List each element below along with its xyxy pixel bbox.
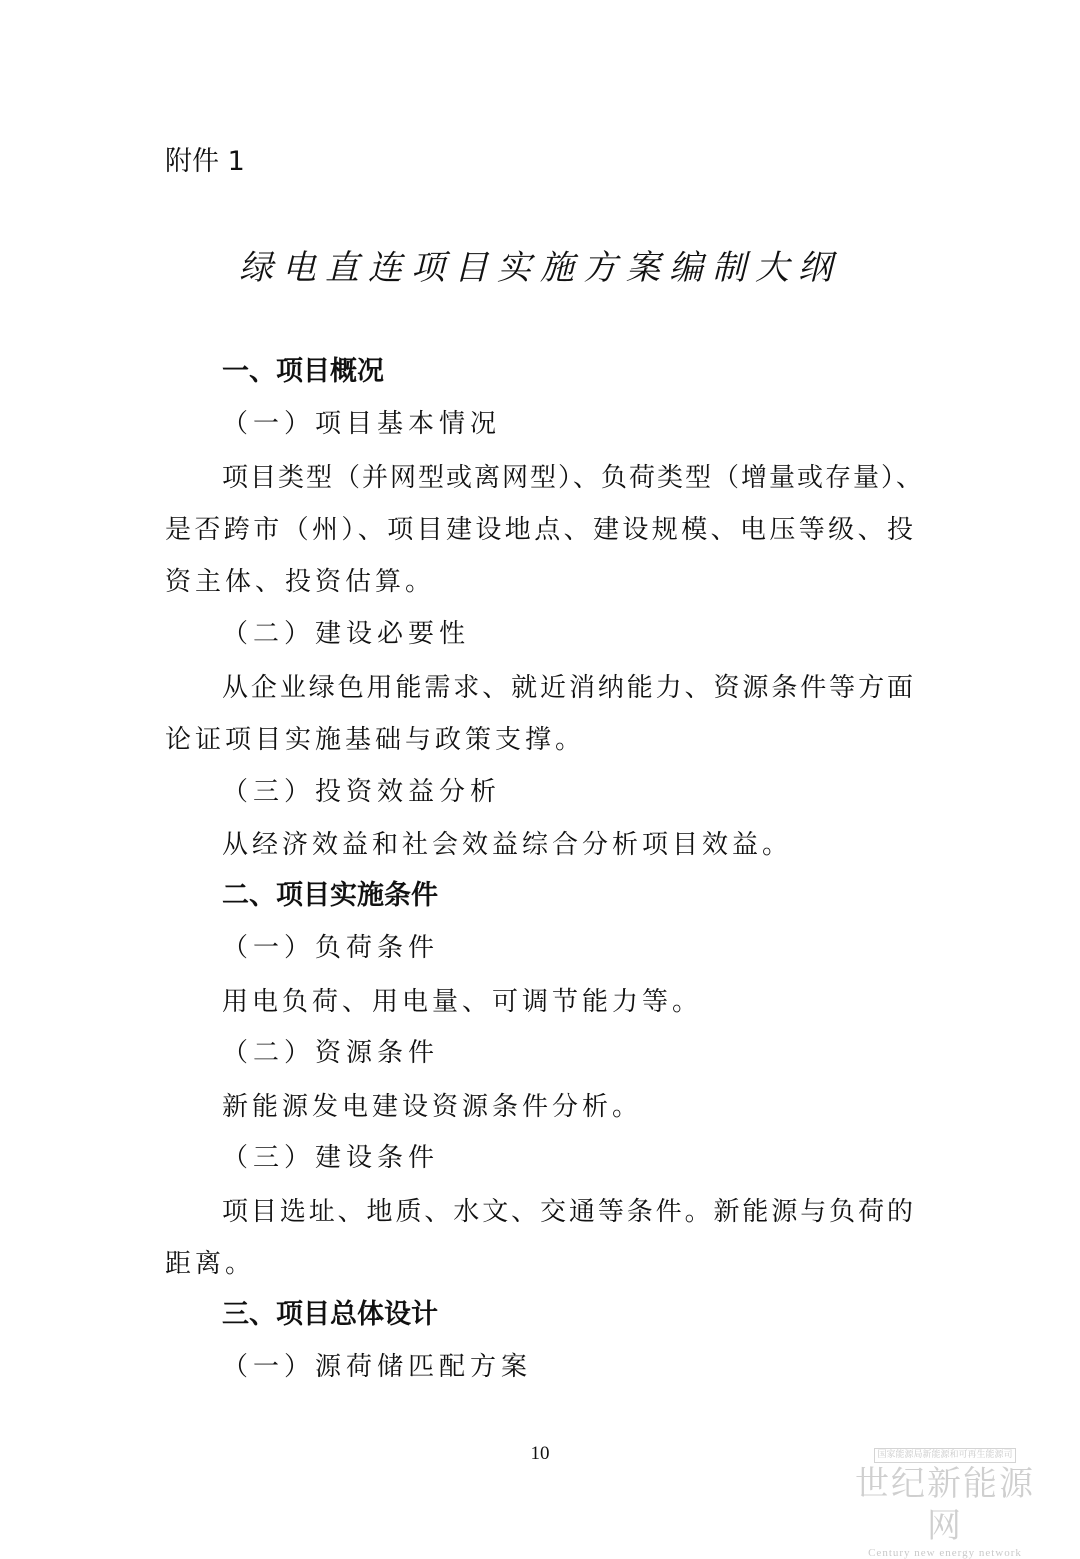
paragraph-line: 从经济效益和社会效益综合分析项目效益。 [222,830,793,860]
subsection-heading-1-1: （一）项目基本情况 [222,409,502,439]
paragraph-line: 用电负荷、用电量、可调节能力等。 [222,987,703,1017]
section-heading-3: 三、项目总体设计 [222,1299,438,1330]
subsection-heading-2-2: （二）资源条件 [222,1038,440,1068]
subsection-heading-3-1: （一）源荷储匹配方案 [222,1352,533,1382]
section-heading-2: 二、项目实施条件 [222,880,438,911]
section-heading-1: 一、项目概况 [222,356,384,387]
document-title: 绿电直连项目实施方案编制大纲 [239,248,841,288]
subsection-heading-1-3: （三）投资效益分析 [222,777,502,807]
watermark-sub-text: Century new energy network [868,1547,1022,1559]
paragraph-line: 从企业绿色用能需求、就近消纳能力、资源条件等方面 [222,673,915,703]
watermark [845,1448,1045,1559]
paragraph-line: 论证项目实施基础与政策支撑。 [165,725,586,755]
watermark-main-text: 世纪新能源网 [855,1464,1035,1546]
paragraph-line: 距离。 [165,1249,256,1279]
paragraph-line: 资主体、投资估算。 [165,567,436,597]
subsection-heading-1-2: （二）建设必要性 [222,619,471,649]
page-number: 10 [530,1443,550,1464]
subsection-heading-2-3: （三）建设条件 [222,1143,440,1173]
paragraph-line: 新能源发电建设资源条件分析。 [222,1092,643,1122]
paragraph-line: 项目类型（并网型或离网型）、负荷类型（增量或存量）、 [222,463,925,493]
attachment-label: 附件 1 [165,146,245,177]
paragraph-line: 是否跨市（州）、项目建设地点、建设规模、电压等级、投 [165,515,915,545]
watermark-top-text: 国家能源局新能源和可再生能源司 [874,1448,1016,1463]
subsection-heading-2-1: （一）负荷条件 [222,933,440,963]
paragraph-line: 项目选址、地质、水文、交通等条件。新能源与负荷的 [222,1197,915,1227]
